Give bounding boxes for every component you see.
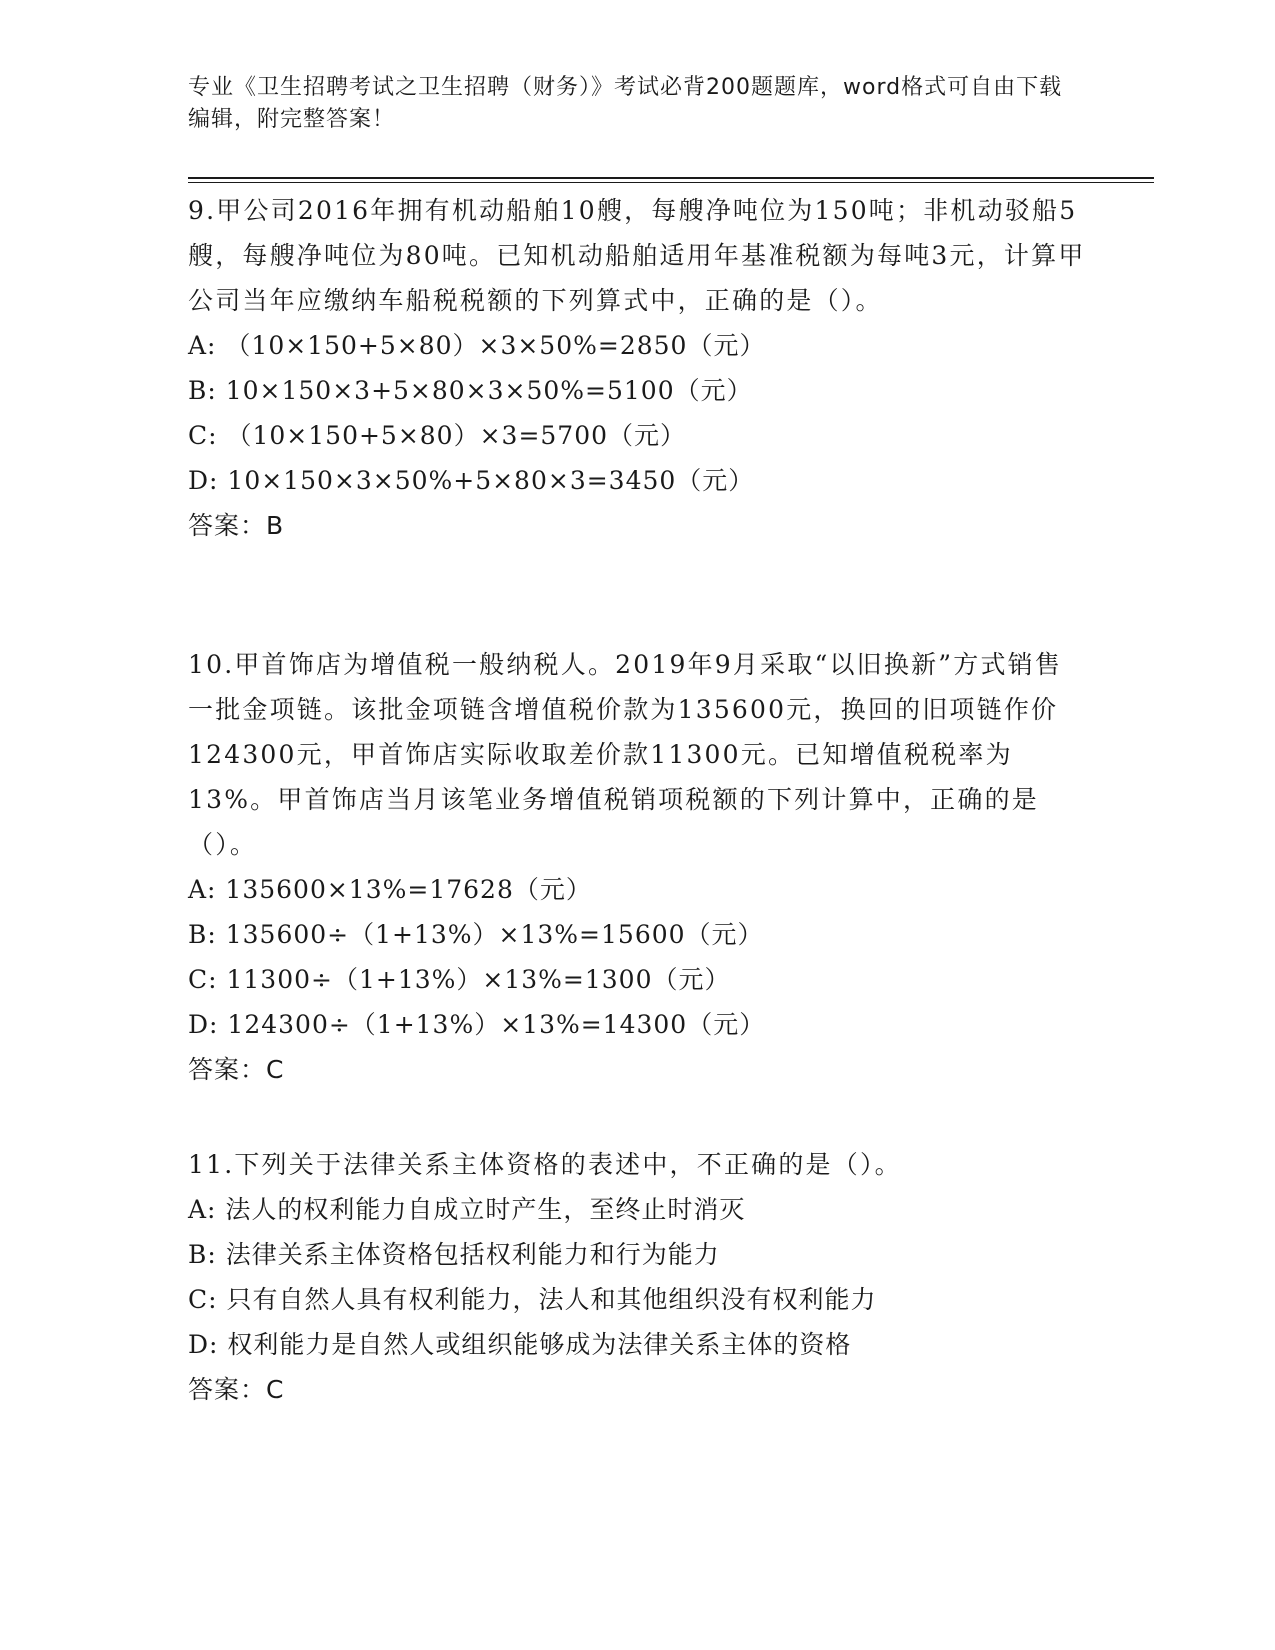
option-a: A: 135600×13%=17628（元） bbox=[188, 875, 592, 904]
option-b: B: 135600÷（1+13%）×13%=15600（元） bbox=[188, 920, 764, 949]
question-10 bbox=[188, 642, 1088, 1092]
answer: 答案：C bbox=[188, 1375, 285, 1404]
document-header: 专业《卫生招聘考试之卫生招聘（财务）》考试必背200题题库，word格式可自由下载编辑，附完整答案！ bbox=[188, 75, 1063, 132]
option-d: D: 124300÷（1+13%）×13%=14300（元） bbox=[188, 1010, 766, 1039]
answer: 答案：B bbox=[188, 511, 285, 540]
question-stem: 9.甲公司2016年拥有机动船舶10艘，每艘净吨位为150吨；非机动驳船5艘，每艘净吨位为80吨。已知机动船舶适用年基准税额为每吨3元，计算甲公司当年应缴纳车船税税额的下列算式中，正确的是（）。 bbox=[188, 196, 1086, 315]
question-9 bbox=[188, 188, 1088, 548]
option-b: B: 10×150×3+5×80×3×50%=5100（元） bbox=[188, 376, 753, 405]
option-a: A: 法人的权利能力自成立时产生，至终止时消灭 bbox=[188, 1195, 746, 1224]
option-d: D: 权利能力是自然人或组织能够成为法律关系主体的资格 bbox=[188, 1330, 852, 1359]
header-divider-thick bbox=[188, 177, 1154, 179]
option-c: C: 只有自然人具有权利能力，法人和其他组织没有权利能力 bbox=[188, 1285, 877, 1314]
header-divider-thin bbox=[188, 182, 1154, 183]
option-d: D: 10×150×3×50%+5×80×3=3450（元） bbox=[188, 466, 755, 495]
question-11 bbox=[188, 1142, 1088, 1412]
question-stem: 10.甲首饰店为增值税一般纳税人。2019年9月采取“以旧换新”方式销售一批金项链。该批金项链含增值税价款为135600元，换回的旧项链作价124300元，甲首饰店实际收取差价款11300元。已知增值税税率为13%。甲首饰店当月该笔业务增值税销项税额的下列计算中，正确的是（）。 bbox=[188, 650, 1063, 859]
option-c: C: 11300÷（1+13%）×13%=1300（元） bbox=[188, 965, 731, 994]
option-b: B: 法律关系主体资格包括权利能力和行为能力 bbox=[188, 1240, 720, 1269]
option-a: A: （10×150+5×80）×3×50%=2850（元） bbox=[188, 331, 766, 360]
question-stem: 11.下列关于法律关系主体资格的表述中，不正确的是（）。 bbox=[188, 1150, 902, 1179]
answer: 答案：C bbox=[188, 1055, 285, 1084]
option-c: C: （10×150+5×80）×3=5700（元） bbox=[188, 421, 687, 450]
